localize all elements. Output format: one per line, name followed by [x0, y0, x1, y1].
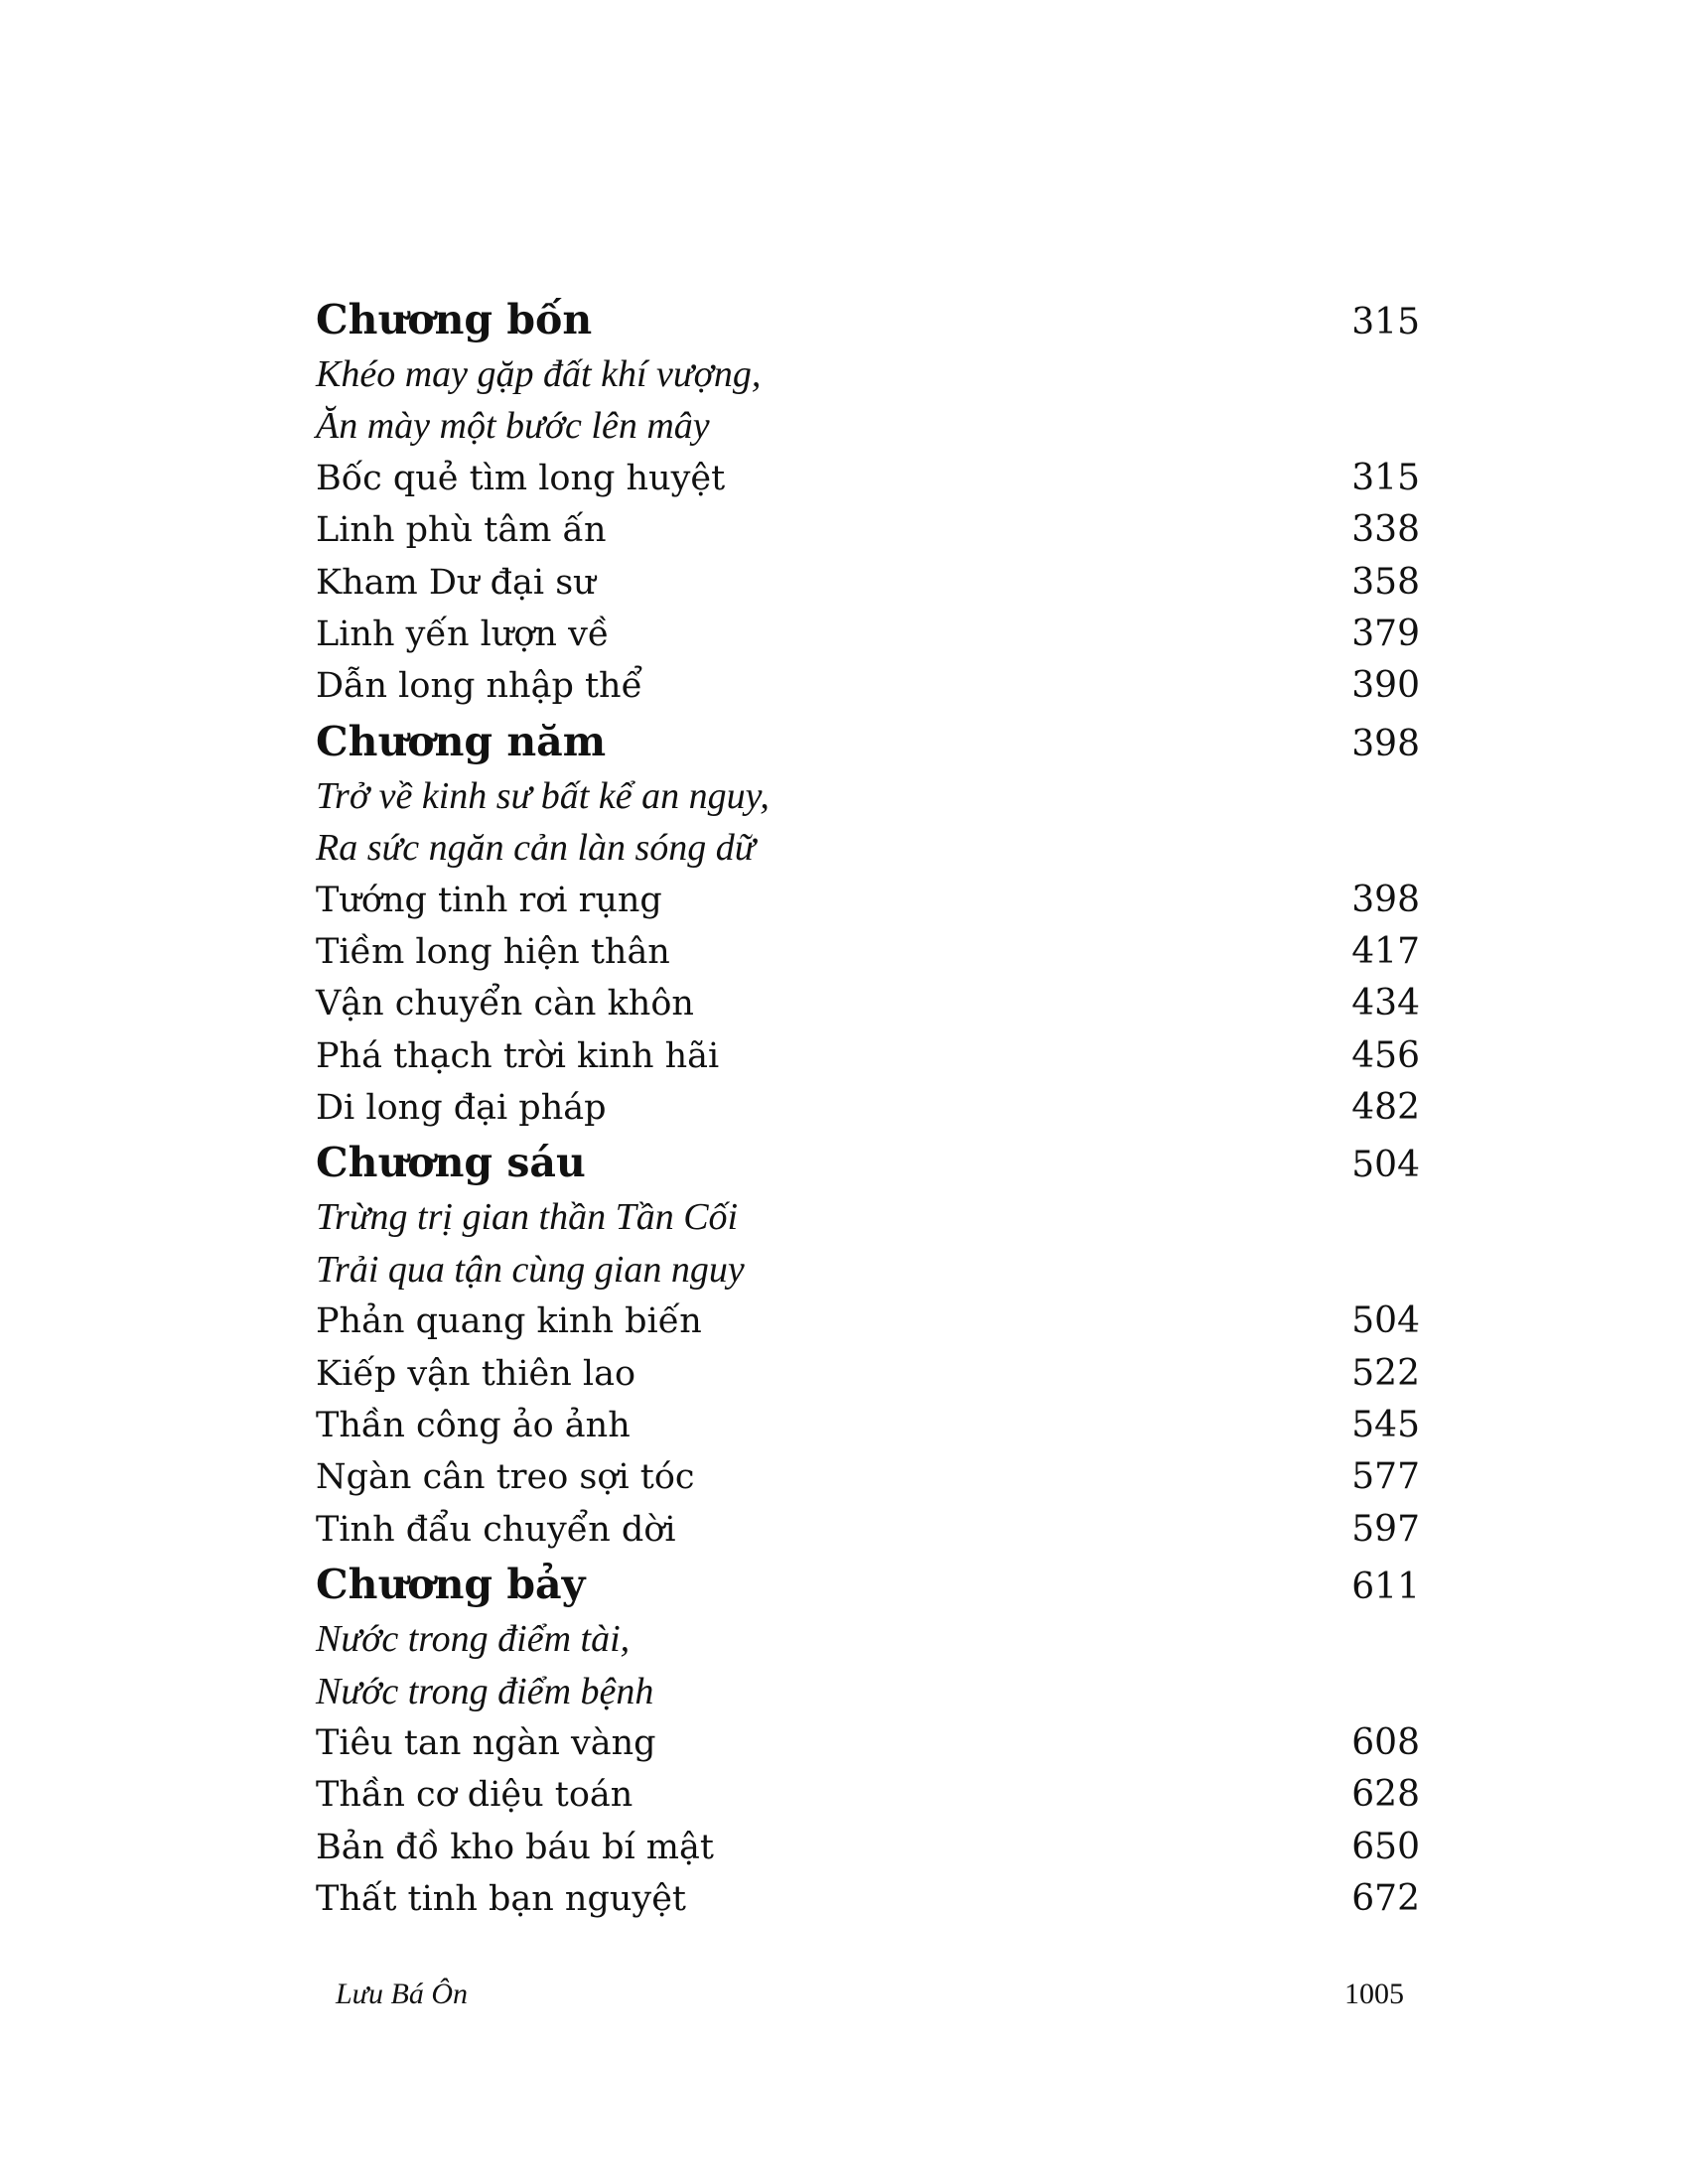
toc-section-row	[316, 1296, 1420, 1347]
page-number: 545	[1351, 1405, 1420, 1446]
toc-subtitle-row	[316, 1191, 1420, 1243]
toc-section-row	[316, 453, 1420, 504]
section-title: Phản quang kinh biến	[316, 1301, 702, 1342]
toc-section-row	[316, 875, 1420, 926]
page-number: 650	[1351, 1826, 1420, 1867]
page-number: 315	[1351, 457, 1420, 498]
section-title: Bản đồ kho báu bí mật	[316, 1827, 714, 1867]
page-number: 577	[1351, 1456, 1420, 1498]
toc-section-row	[316, 1400, 1420, 1451]
chapter-subtitle: Nước trong điểm bệnh	[316, 1670, 654, 1712]
section-title: Linh yến lượn về	[316, 614, 610, 654]
page-number: 358	[1351, 561, 1420, 603]
page-number: 398	[1351, 879, 1420, 920]
chapter-title: Chương sáu	[316, 1139, 586, 1187]
page-number: 672	[1351, 1878, 1420, 1920]
toc-section-row	[316, 1504, 1420, 1556]
toc-section-row	[316, 1348, 1420, 1400]
toc-section-row	[316, 1822, 1420, 1873]
toc-chapter-row	[316, 713, 1420, 770]
chapter-subtitle: Trở về kinh sư bất kể an nguy,	[316, 774, 770, 817]
toc-chapter-row	[316, 291, 1420, 348]
section-title: Di long đại pháp	[316, 1088, 607, 1129]
section-title: Thần cơ diệu toán	[316, 1775, 633, 1816]
page-number: 482	[1351, 1087, 1420, 1129]
section-title: Bốc quẻ tìm long huyệt	[316, 458, 726, 498]
section-title: Thất tinh bạn nguyệt	[316, 1879, 686, 1920]
toc-section-row	[316, 609, 1420, 660]
page-number: 390	[1351, 665, 1420, 707]
page-number: 611	[1351, 1567, 1420, 1608]
toc-section-row	[316, 978, 1420, 1029]
table-of-contents	[316, 291, 1420, 1926]
section-title: Tướng tinh rơi rụng	[316, 880, 662, 920]
chapter-subtitle: Trải qua tận cùng gian nguy	[316, 1248, 745, 1291]
toc-section-row	[316, 1769, 1420, 1821]
toc-subtitle-row	[316, 822, 1420, 874]
page-number: 338	[1351, 509, 1420, 551]
chapter-subtitle: Ăn mày một bước lên mây	[316, 405, 710, 448]
page-number: 628	[1351, 1774, 1420, 1816]
section-title: Dẫn long nhập thể	[316, 666, 643, 707]
toc-subtitle-row	[316, 1666, 1420, 1717]
section-title: Tiềm long hiện thân	[316, 931, 670, 972]
page-number: 315	[1351, 302, 1420, 342]
section-title: Kham Dư đại sư	[316, 562, 596, 603]
toc-section-row	[316, 926, 1420, 978]
chapter-title: Chương năm	[316, 717, 607, 765]
toc-subtitle-row	[316, 770, 1420, 822]
toc-section-row	[316, 557, 1420, 609]
chapter-subtitle: Trừng trị gian thần Tần Cối	[316, 1196, 739, 1239]
toc-subtitle-row	[316, 400, 1420, 452]
toc-section-row	[316, 1717, 1420, 1769]
toc-subtitle-row	[316, 348, 1420, 400]
section-title: Thần công ảo ảnh	[316, 1406, 631, 1446]
section-title: Tiêu tan ngàn vàng	[316, 1722, 656, 1763]
toc-section-row	[316, 504, 1420, 556]
chapter-subtitle: Nước trong điểm tài,	[316, 1618, 631, 1661]
section-title: Tinh đẩu chuyển dời	[316, 1509, 676, 1550]
toc-chapter-row	[316, 1134, 1420, 1191]
section-title: Linh phù tâm ấn	[316, 510, 607, 551]
chapter-subtitle: Ra sức ngăn cản làn sóng dữ	[316, 827, 756, 870]
section-title: Ngàn cân treo sợi tóc	[316, 1457, 695, 1498]
toc-section-row	[316, 1873, 1420, 1925]
section-title: Vận chuyển càn khôn	[316, 984, 694, 1024]
chapter-subtitle: Khéo may gặp đất khí vượng,	[316, 353, 762, 395]
page-number: 597	[1351, 1508, 1420, 1550]
toc-section-row	[316, 1082, 1420, 1134]
toc-chapter-row	[316, 1556, 1420, 1613]
toc-subtitle-row	[316, 1244, 1420, 1296]
toc-section-row	[316, 1030, 1420, 1082]
chapter-title: Chương bốn	[316, 296, 593, 343]
section-title: Phá thạch trời kinh hãi	[316, 1035, 720, 1076]
toc-section-row	[316, 1451, 1420, 1503]
page-number: 434	[1351, 983, 1420, 1024]
page-number: 504	[1351, 1145, 1420, 1186]
running-footer-author: Lưu Bá Ôn	[336, 1978, 469, 2010]
page-footer	[336, 1978, 1404, 2011]
chapter-title: Chương bảy	[316, 1561, 586, 1609]
page-number: 522	[1351, 1352, 1420, 1394]
toc-subtitle-row	[316, 1613, 1420, 1665]
page-number: 456	[1351, 1034, 1420, 1076]
page-number: 379	[1351, 613, 1420, 654]
page-number: 504	[1351, 1300, 1420, 1342]
folio-page-number: 1005	[1344, 1978, 1404, 2010]
page-number: 608	[1351, 1721, 1420, 1763]
page-number: 398	[1351, 723, 1420, 764]
toc-section-row	[316, 660, 1420, 712]
page-number: 417	[1351, 930, 1420, 972]
section-title: Kiếp vận thiên lao	[316, 1353, 636, 1394]
